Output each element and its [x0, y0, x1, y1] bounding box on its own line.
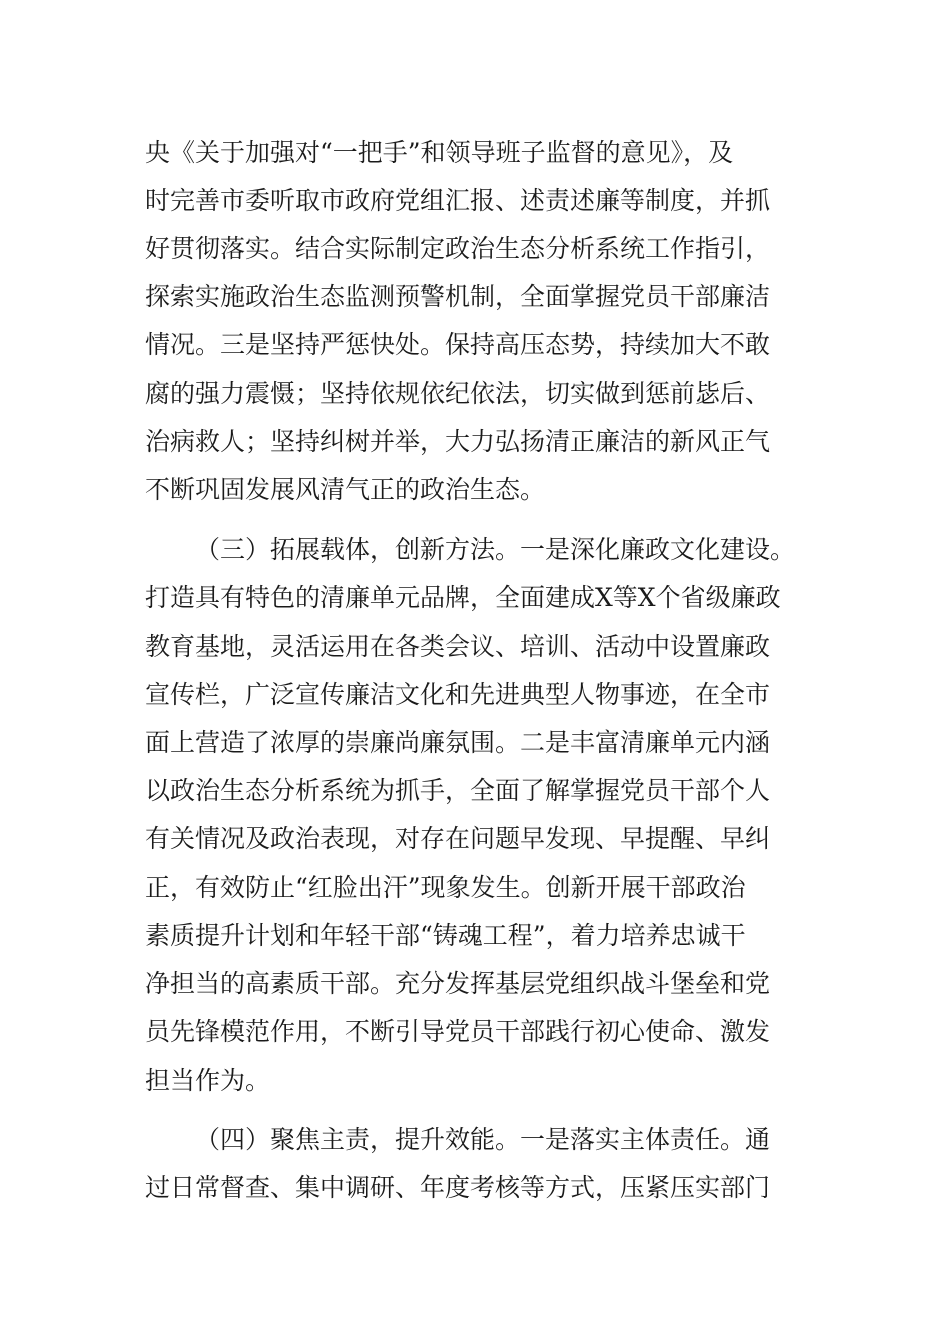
text-line: 宣传栏，广泛宣传廉洁文化和先进典型人物事迹，在全市 [145, 680, 771, 709]
text-line: 探索实施政治生态监测预警机制，全面掌握党员干部廉洁 [145, 282, 771, 311]
text-line: 面上营造了浓厚的崇廉尚廉氛围。二是丰富清廉单元内涵 [145, 728, 771, 757]
text-line: 正，有效防止“红脸出汗”现象发生。创新开展干部政治 [145, 873, 746, 902]
text-line: 员先锋模范作用，不断引导党员干部践行初心使命、激发 [145, 1017, 771, 1046]
text-line: 担当作为。 [145, 1066, 271, 1095]
section-heading-line: （四）聚焦主责，提升效能。一是落实主体责任。通 [195, 1125, 771, 1154]
text-line: 净担当的高素质干部。充分发挥基层党组织战斗堡垒和党 [145, 969, 771, 998]
text-line: 有关情况及政治表现，对存在问题早发现、早提醒、早纠 [145, 824, 771, 853]
text-line: 教育基地，灵活运用在各类会议、培训、活动中设置廉政 [145, 632, 771, 661]
text-line: 素质提升计划和年轻干部“铸魂工程”，着力培养忠诚干 [145, 921, 746, 950]
text-line: 好贯彻落实。结合实际制定政治生态分析系统工作指引， [145, 234, 771, 263]
text-line: 不断巩固发展风清气正的政治生态。 [145, 475, 546, 504]
text-line: 打造具有特色的清廉单元品牌，全面建成X等X个省级廉政 [145, 583, 781, 612]
text-line: 情况。三是坚持严惩快处。保持高压态势，持续加大不敢 [145, 330, 771, 359]
text-line: 以政治生态分析系统为抓手，全面了解掌握党员干部个人 [145, 776, 771, 805]
text-line: 治病救人；坚持纠树并举，大力弘扬清正廉洁的新风正气 [145, 427, 771, 456]
section-heading-line: （三）拓展载体，创新方法。一是深化廉政文化建设。 [195, 535, 796, 564]
text-line: 腐的强力震慑；坚持依规依纪依法，切实做到惩前毖后、 [145, 379, 771, 408]
text-line: 过日常督查、集中调研、年度考核等方式，压紧压实部门 [145, 1173, 771, 1202]
text-line: 央《关于加强对“一把手”和领导班子监督的意见》，及 [145, 138, 734, 167]
text-line: 时完善市委听取市政府党组汇报、述责述廉等制度，并抓 [145, 186, 771, 215]
